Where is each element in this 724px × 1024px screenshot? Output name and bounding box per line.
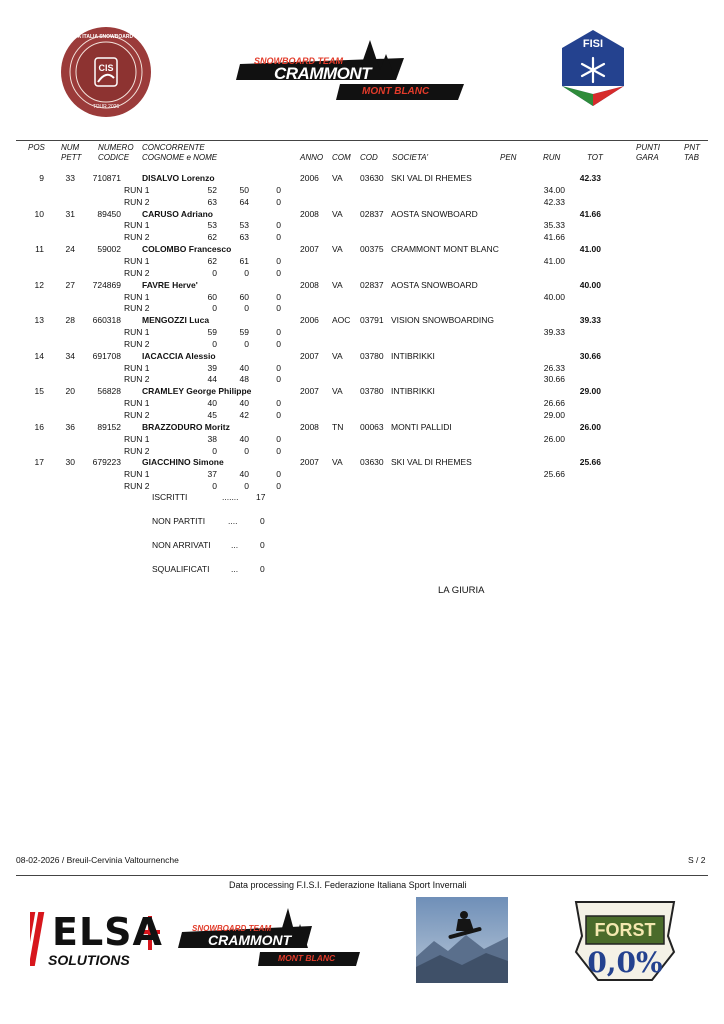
run-judge-2: 48 [239, 374, 249, 384]
run-label: RUN 2 [124, 197, 150, 207]
athlete-cod: 03780 [360, 351, 384, 361]
athlete-name: FAVRE Herve' [142, 280, 198, 290]
athlete-name: MENGOZZI Luca [142, 315, 210, 325]
athlete-com: VA [332, 386, 343, 396]
footer-page: S / 2 [688, 855, 706, 865]
hdr-concorrente: CONCORRENTE [142, 143, 205, 152]
crammont-bottom-top-text: SNOWBOARD TEAM [192, 924, 272, 933]
run-judge-1: 62 [207, 256, 217, 266]
hdr-cognome: COGNOME e NOME [142, 153, 218, 162]
footer-processing: Data processing F.I.S.I. Federazione Italiana Sport Invernali [229, 880, 467, 890]
run-score: 40.00 [543, 292, 565, 302]
hdr-gara: GARA [636, 153, 659, 162]
run-score: 25.66 [543, 469, 565, 479]
run-penalty: 0 [276, 374, 281, 384]
athlete-club: MONTI PALLIDI [391, 422, 452, 432]
run-label: RUN 1 [124, 327, 150, 337]
non-arrivati-value: 0 [260, 540, 265, 550]
snowboarder-photo [416, 897, 508, 983]
hdr-anno: ANNO [300, 153, 324, 162]
run-judge-1: 39 [207, 363, 217, 373]
athlete-year: 2008 [300, 209, 319, 219]
athlete-total: 41.66 [579, 209, 601, 219]
run-penalty: 0 [276, 363, 281, 373]
run-judge-2: 61 [239, 256, 249, 266]
hdr-com: COM [332, 153, 351, 162]
run-label: RUN 2 [124, 339, 150, 349]
athlete-com: VA [332, 280, 343, 290]
athlete-pett: 34 [65, 351, 75, 361]
run-judge-1: 38 [207, 434, 217, 444]
run-label: RUN 1 [124, 363, 150, 373]
run-judge-2: 50 [239, 185, 249, 195]
hdr-cod: COD [360, 153, 378, 162]
run-penalty: 0 [276, 303, 281, 313]
athlete-club: AOSTA SNOWBOARD [391, 280, 478, 290]
athlete-cod: 00375 [360, 244, 384, 254]
athlete-year: 2008 [300, 422, 319, 432]
run-penalty: 0 [276, 446, 281, 456]
run-penalty: 0 [276, 398, 281, 408]
athlete-code: 691708 [92, 351, 121, 361]
athlete-cod: 03630 [360, 457, 384, 467]
run-score: 30.66 [543, 374, 565, 384]
athlete-total: 41.00 [579, 244, 601, 254]
athlete-year: 2007 [300, 457, 319, 467]
athlete-pett: 31 [65, 209, 75, 219]
hdr-run: RUN [543, 153, 561, 162]
athlete-year: 2008 [300, 280, 319, 290]
athlete-pett: 20 [65, 386, 75, 396]
coppa-since: TOUR 2026 [92, 104, 120, 110]
athlete-com: VA [332, 173, 343, 183]
run-judge-1: 62 [207, 232, 217, 242]
run-judge-1: 59 [207, 327, 217, 337]
run-judge-1: 0 [212, 446, 217, 456]
athlete-club: INTIBRIKKI [391, 386, 435, 396]
run-judge-1: 52 [207, 185, 217, 195]
forst-logo [570, 896, 680, 986]
run-penalty: 0 [276, 469, 281, 479]
athlete-com: VA [332, 244, 343, 254]
hdr-pen: PEN [500, 153, 517, 162]
athlete-total: 42.33 [579, 173, 601, 183]
athlete-pett: 28 [65, 315, 75, 325]
run-judge-2: 40 [239, 363, 249, 373]
crammont-bottom-main-text: CRAMMONT [208, 932, 292, 948]
run-score: 42.33 [543, 197, 565, 207]
athlete-cod: 00063 [360, 422, 384, 432]
run-score: 41.00 [543, 256, 565, 266]
run-judge-1: 37 [207, 469, 217, 479]
run-label: RUN 1 [124, 220, 150, 230]
coppa-ring-text: COPPA ITALIA SNOWBOARD PARK [63, 34, 149, 40]
athlete-code: 89450 [97, 209, 121, 219]
forst-main-text: FORST [594, 920, 656, 940]
athlete-club: SKI VAL DI RHEMES [391, 457, 472, 467]
athlete-pos: 15 [34, 386, 44, 396]
run-score: 34.00 [543, 185, 565, 195]
athlete-pos: 9 [39, 173, 44, 183]
run-judge-2: 42 [239, 410, 249, 420]
run-label: RUN 1 [124, 398, 150, 408]
athlete-cod: 03791 [360, 315, 384, 325]
run-penalty: 0 [276, 481, 281, 491]
athlete-com: TN [332, 422, 344, 432]
crammont-main-text: CRAMMONT [274, 64, 372, 83]
athlete-club: INTIBRIKKI [391, 351, 435, 361]
athlete-pos: 17 [34, 457, 44, 467]
elsa-main-text: ELSA [52, 910, 163, 954]
run-score: 41.66 [543, 232, 565, 242]
run-label: RUN 1 [124, 434, 150, 444]
athlete-cod: 02837 [360, 209, 384, 219]
run-judge-2: 59 [239, 327, 249, 337]
athlete-pos: 16 [34, 422, 44, 432]
athlete-cod: 02837 [360, 280, 384, 290]
run-judge-1: 40 [207, 398, 217, 408]
athlete-pos: 12 [34, 280, 44, 290]
athlete-pett: 33 [65, 173, 75, 183]
athlete-total: 26.00 [579, 422, 601, 432]
athlete-code: 59002 [97, 244, 121, 254]
run-penalty: 0 [276, 232, 281, 242]
athlete-club: VISION SNOWBOARDING [391, 315, 494, 325]
athlete-club: AOSTA SNOWBOARD [391, 209, 478, 219]
athlete-pett: 30 [65, 457, 75, 467]
run-judge-1: 0 [212, 481, 217, 491]
run-penalty: 0 [276, 197, 281, 207]
athlete-com: VA [332, 351, 343, 361]
run-penalty: 0 [276, 256, 281, 266]
run-label: RUN 2 [124, 374, 150, 384]
athlete-name: GIACCHINO Simone [142, 457, 224, 467]
run-judge-2: 60 [239, 292, 249, 302]
run-label: RUN 2 [124, 232, 150, 242]
non-partiti-value: 0 [260, 516, 265, 526]
athlete-code: 56828 [97, 386, 121, 396]
run-score: 39.33 [543, 327, 565, 337]
hdr-pnt: PNT [684, 143, 700, 152]
athlete-com: VA [332, 209, 343, 219]
athlete-cod: 03630 [360, 173, 384, 183]
coppa-italia-logo [60, 26, 152, 118]
run-label: RUN 1 [124, 256, 150, 266]
iscritti-value: 17 [256, 492, 266, 502]
run-judge-2: 0 [244, 303, 249, 313]
elsa-sub-text: SOLUTIONS [48, 952, 130, 968]
hdr-tab: TAB [684, 153, 699, 162]
hdr-num: NUM [61, 143, 80, 152]
run-judge-2: 64 [239, 197, 249, 207]
footer-date-place: 08-02-2026 / Breuil-Cervinia Valtournenche [16, 855, 179, 865]
run-score: 29.00 [543, 410, 565, 420]
run-label: RUN 1 [124, 469, 150, 479]
run-judge-1: 0 [212, 339, 217, 349]
athlete-club: CRAMMONT MONT BLANC [391, 244, 499, 254]
athlete-year: 2007 [300, 386, 319, 396]
fisi-logo [560, 28, 626, 108]
run-judge-1: 0 [212, 303, 217, 313]
athlete-code: 660318 [92, 315, 121, 325]
run-score: 35.33 [543, 220, 565, 230]
run-score: 26.00 [543, 434, 565, 444]
run-judge-1: 63 [207, 197, 217, 207]
run-judge-2: 0 [244, 268, 249, 278]
athlete-pos: 10 [34, 209, 44, 219]
athlete-total: 40.00 [579, 280, 601, 290]
la-giuria: LA GIURIA [438, 585, 485, 596]
athlete-year: 2006 [300, 173, 319, 183]
hdr-punti: PUNTI [636, 143, 660, 152]
run-judge-1: 53 [207, 220, 217, 230]
run-penalty: 0 [276, 339, 281, 349]
run-penalty: 0 [276, 220, 281, 230]
run-penalty: 0 [276, 327, 281, 337]
coppa-code: CIS [98, 63, 114, 73]
athlete-com: VA [332, 457, 343, 467]
run-penalty: 0 [276, 268, 281, 278]
run-label: RUN 2 [124, 303, 150, 313]
athlete-name: IACACCIA Alessio [142, 351, 216, 361]
run-label: RUN 2 [124, 410, 150, 420]
run-judge-2: 40 [239, 434, 249, 444]
run-label: RUN 2 [124, 268, 150, 278]
athlete-code: 89152 [97, 422, 121, 432]
crammont-top-text: SNOWBOARD TEAM [254, 56, 343, 66]
athlete-pett: 24 [65, 244, 75, 254]
run-label: RUN 1 [124, 185, 150, 195]
header-rule [16, 140, 708, 141]
run-label: RUN 2 [124, 446, 150, 456]
run-judge-2: 40 [239, 398, 249, 408]
non-arrivati-dots: ... [231, 540, 239, 550]
iscritti-dots: ....... [222, 492, 239, 502]
hdr-tot: TOT [587, 153, 603, 162]
athlete-name: CRAMLEY George Philippe [142, 386, 252, 396]
run-judge-2: 63 [239, 232, 249, 242]
run-judge-1: 44 [207, 374, 217, 384]
hdr-numero: NUMERO [98, 143, 134, 152]
athlete-cod: 03780 [360, 386, 384, 396]
squalificati-dots: ... [231, 564, 239, 574]
run-score: 26.33 [543, 363, 565, 373]
athlete-pett: 27 [65, 280, 75, 290]
athlete-year: 2007 [300, 244, 319, 254]
forst-sub-text: 0,0% [587, 946, 663, 979]
crammont-sub-text: MONT BLANC [362, 86, 430, 97]
fisi-text: FISI [582, 38, 604, 50]
crammont-logo-top [236, 40, 466, 102]
iscritti-label: ISCRITTI [152, 492, 188, 502]
athlete-total: 25.66 [579, 457, 601, 467]
footer-rule [16, 875, 708, 876]
hdr-pett: PETT [61, 153, 82, 162]
athlete-total: 39.33 [579, 315, 601, 325]
athlete-club: SKI VAL DI RHEMES [391, 173, 472, 183]
run-judge-2: 53 [239, 220, 249, 230]
athlete-pos: 13 [34, 315, 44, 325]
non-arrivati-label: NON ARRIVATI [152, 540, 211, 550]
run-judge-1: 60 [207, 292, 217, 302]
hdr-pos: POS [28, 143, 45, 152]
athlete-com: AOC [332, 315, 351, 325]
run-label: RUN 1 [124, 292, 150, 302]
run-judge-1: 0 [212, 268, 217, 278]
run-penalty: 0 [276, 434, 281, 444]
squalificati-label: SQUALIFICATI [152, 564, 210, 574]
athlete-code: 710871 [92, 173, 121, 183]
athlete-code: 724869 [92, 280, 121, 290]
athlete-pos: 11 [35, 244, 44, 254]
athlete-year: 2006 [300, 315, 319, 325]
run-penalty: 0 [276, 185, 281, 195]
non-partiti-dots: .... [228, 516, 238, 526]
athlete-year: 2007 [300, 351, 319, 361]
elsa-logo [30, 908, 163, 970]
athlete-total: 30.66 [579, 351, 601, 361]
hdr-societa: SOCIETA' [392, 153, 429, 162]
run-score: 26.66 [543, 398, 565, 408]
run-judge-2: 0 [244, 446, 249, 456]
run-penalty: 0 [276, 292, 281, 302]
run-penalty: 0 [276, 410, 281, 420]
run-judge-2: 0 [244, 481, 249, 491]
non-partiti-label: NON PARTITI [152, 516, 206, 526]
athlete-name: COLOMBO Francesco [142, 244, 232, 254]
run-judge-1: 45 [207, 410, 217, 420]
athlete-code: 679223 [92, 457, 121, 467]
squalificati-value: 0 [260, 564, 265, 574]
athlete-pett: 36 [65, 422, 75, 432]
athlete-name: DISALVO Lorenzo [142, 173, 215, 183]
athlete-pos: 14 [34, 351, 44, 361]
crammont-logo-bottom [178, 908, 362, 968]
run-label: RUN 2 [124, 481, 150, 491]
hdr-codice: CODICE [98, 153, 130, 162]
athlete-total: 29.00 [579, 386, 601, 396]
run-judge-2: 0 [244, 339, 249, 349]
athlete-name: CARUSO Adriano [142, 209, 213, 219]
athlete-name: BRAZZODURO Moritz [142, 422, 230, 432]
run-judge-2: 40 [239, 469, 249, 479]
crammont-bottom-sub-text: MONT BLANC [278, 953, 336, 963]
